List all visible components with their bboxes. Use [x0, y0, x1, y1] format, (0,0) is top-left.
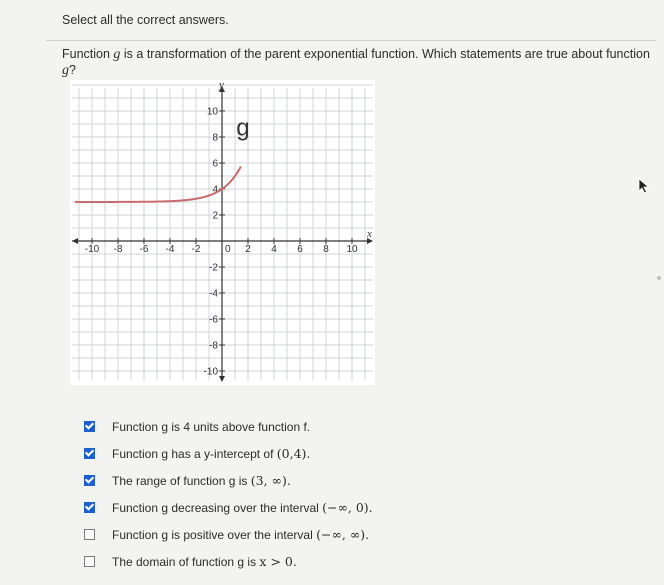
y-tick-label: 8: [212, 132, 218, 144]
x-tick-label: 2: [245, 244, 251, 255]
option-4[interactable]: [84, 497, 373, 517]
option-1-checkbox-checked[interactable]: [84, 421, 95, 432]
question-text: Function g is a transformation of the parent exponential function. Which statements are true about function g?: [62, 47, 650, 78]
origin-label: 0: [225, 244, 231, 255]
option-1-label: Function g is 4 units above function f.: [112, 419, 311, 434]
x-axis-label: x: [367, 228, 372, 240]
x-tick-label: -6: [139, 244, 149, 255]
y-tick-label: 4: [212, 184, 218, 196]
x-tick-label: -2: [191, 244, 201, 255]
option-5-label: Function g is positive over the interval (−∞, ∞).: [112, 526, 370, 542]
x-tick-label: 10: [346, 244, 358, 255]
option-3[interactable]: [84, 470, 291, 490]
y-tick-label: -10: [203, 366, 218, 378]
y-tick-label: -2: [209, 262, 218, 274]
option-1[interactable]: [84, 416, 310, 436]
option-3-label: The range of function g is (3, ∞).: [112, 472, 291, 488]
x-tick-label: -8: [113, 244, 123, 255]
y-tick-label: 10: [206, 106, 218, 118]
scroll-indicator[interactable]: [657, 276, 661, 280]
coordinate-graph: [70, 80, 375, 385]
option-5-checkbox-unchecked[interactable]: [84, 529, 95, 540]
x-tick-label: -4: [165, 244, 175, 255]
option-5[interactable]: [84, 524, 369, 544]
x-tick-label: 4: [271, 244, 277, 255]
option-4-checkbox-checked[interactable]: [84, 502, 95, 513]
x-tick-label: -10: [84, 244, 100, 255]
option-2-checkbox-checked[interactable]: [84, 448, 95, 459]
y-tick-label: -6: [209, 314, 218, 326]
divider: [46, 40, 656, 41]
option-6-label: The domain of function g is x > 0.: [112, 553, 297, 569]
y-tick-label: 6: [212, 158, 218, 170]
x-tick-label: 6: [297, 244, 303, 255]
y-tick-label: 2: [212, 210, 218, 222]
option-6[interactable]: [84, 551, 297, 571]
y-tick-label: -8: [209, 340, 218, 352]
mouse-cursor-icon: [638, 178, 650, 194]
option-6-checkbox-unchecked[interactable]: [84, 556, 95, 567]
curve-label-g: g: [236, 114, 250, 142]
instruction-text: Select all the correct answers.: [62, 13, 229, 27]
x-tick-label: 8: [323, 244, 329, 255]
option-4-label: Function g decreasing over the interval (−∞, 0).: [112, 499, 373, 515]
option-2[interactable]: [84, 443, 310, 463]
option-3-checkbox-checked[interactable]: [84, 475, 95, 486]
option-2-label: Function g has a y-intercept of (0,4).: [112, 445, 311, 461]
y-tick-label: -4: [209, 288, 218, 300]
y-axis-label: y: [219, 80, 224, 91]
